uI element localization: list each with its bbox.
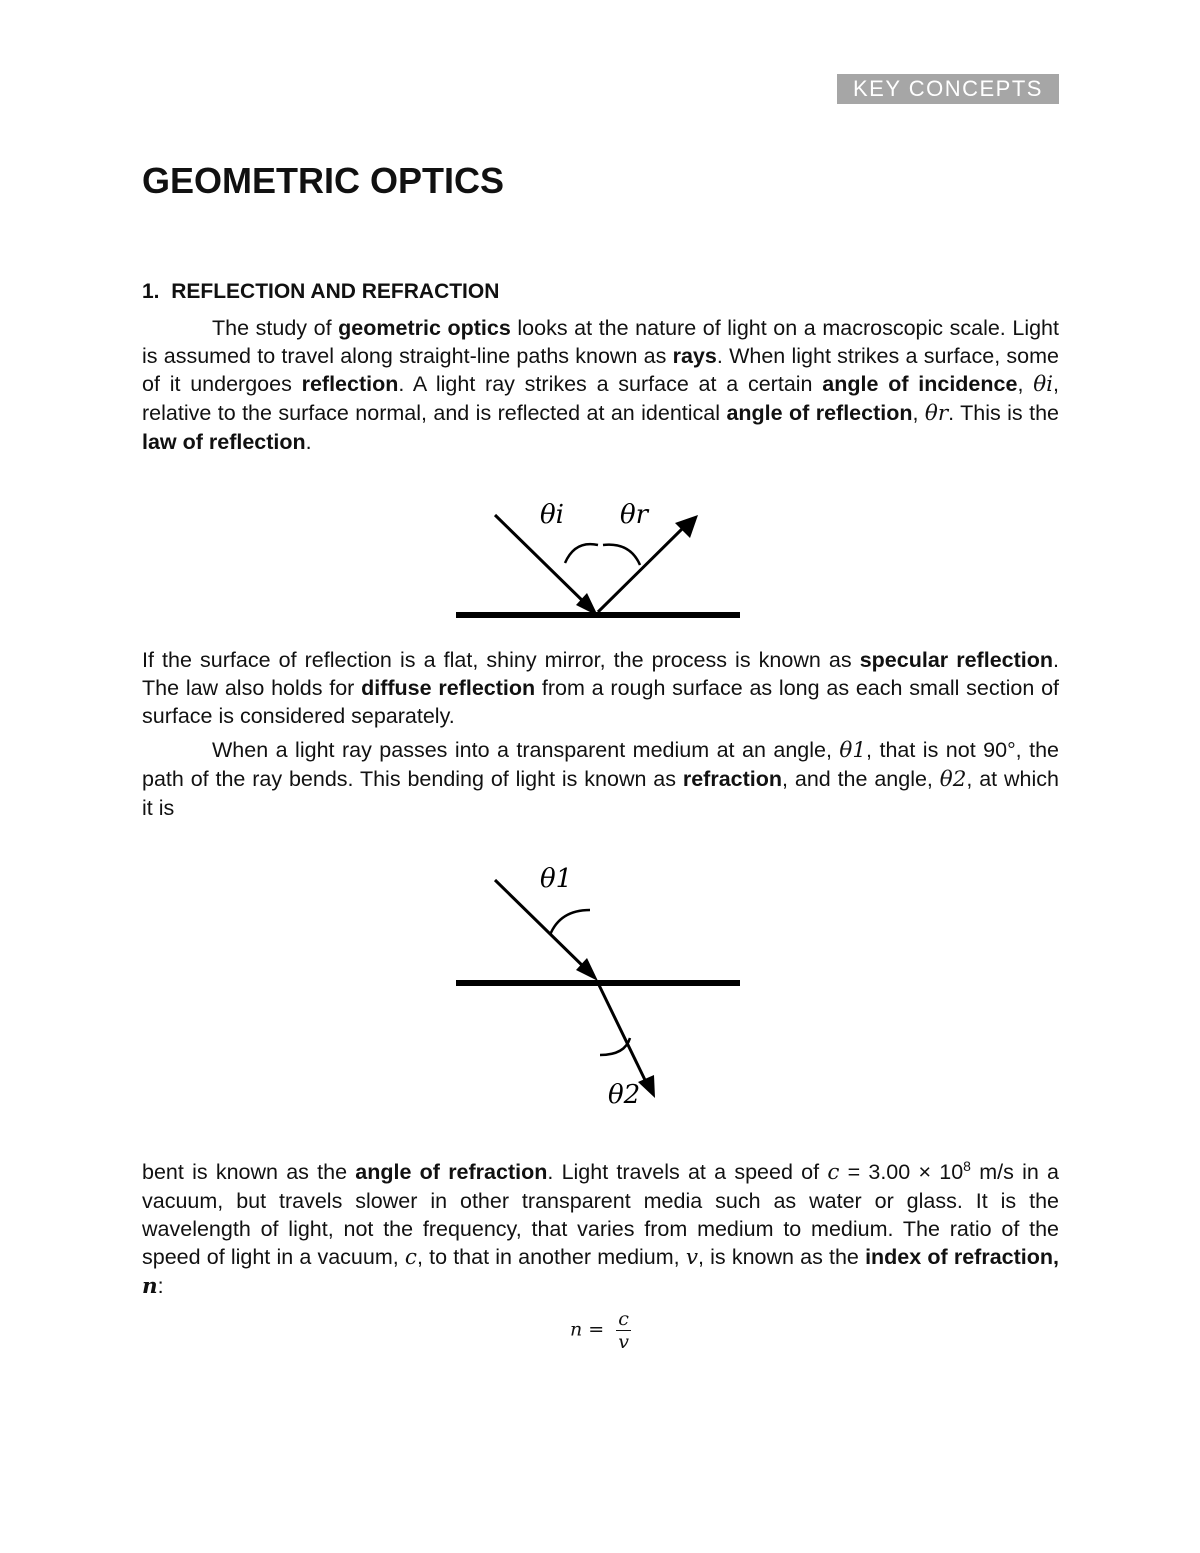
refraction-diagram xyxy=(440,855,760,1115)
paragraph-specular: If the surface of reflection is a flat, shiny mirror, the process is known as specular reflection. The law also holds for diffuse reflection from a rough surface as long as each small section of surface is considered separately. xyxy=(142,648,1060,728)
paragraph-reflection: The study of geometric optics looks at the nature of light on a macroscopic scale. Light is assumed to travel along straight-line paths known as rays. When light strikes a surface, some of it undergoes reflection. A light ray strikes a surface at a certain angle of incidence, θi, relative to the surface normal, and is reflected at an identical angle of reflection, θr. This is the law of reflection. xyxy=(142,316,1059,454)
angle-arc-reflection xyxy=(603,545,640,565)
theta-r-label: θr xyxy=(620,500,649,530)
section-title: REFLECTION AND REFRACTION xyxy=(171,280,500,303)
equation-denominator: v xyxy=(618,1331,629,1353)
paragraph-index: bent is known as the angle of refraction. Light travels at a speed of $c = 3.00 \times 10^8$ m/s in a vacuum, but travels slower in other transparent media such as water or glass. It is the wavelength of light, not the frequency, that varies from medium to medium. The ratio of the speed of light in a vacuum, c, to that in another medium, v, is known as the index of refraction, n: xyxy=(142,1158,1059,1300)
refracted-ray xyxy=(598,983,645,1080)
theta-1-label: θ1 xyxy=(540,864,573,894)
equation-lhs: n = xyxy=(570,1318,605,1341)
section-heading xyxy=(142,280,499,304)
equation-numerator: c xyxy=(616,1308,631,1331)
page-title: GEOMETRIC OPTICS xyxy=(142,160,505,201)
theta-i-label: θi xyxy=(540,500,564,530)
refracted-arrowhead xyxy=(638,1075,655,1098)
section-number: 1. xyxy=(142,280,160,303)
angle-arc-1 xyxy=(550,910,590,935)
theta-2-label: θ2 xyxy=(608,1080,641,1110)
reflected-ray xyxy=(598,526,685,612)
paragraph-refraction: When a light ray passes into a transparent medium at an angle, θ1, that is not 90°, the path of the ray bends. This bending of light is known as refraction, and the angle, θ2, at which it is xyxy=(142,738,1059,820)
index-equation xyxy=(570,1308,631,1353)
reflection-diagram xyxy=(440,490,760,630)
angle-arc-incidence xyxy=(565,544,598,563)
equation-fraction xyxy=(616,1308,631,1353)
key-concepts-tag: KEY CONCEPTS xyxy=(837,74,1059,104)
